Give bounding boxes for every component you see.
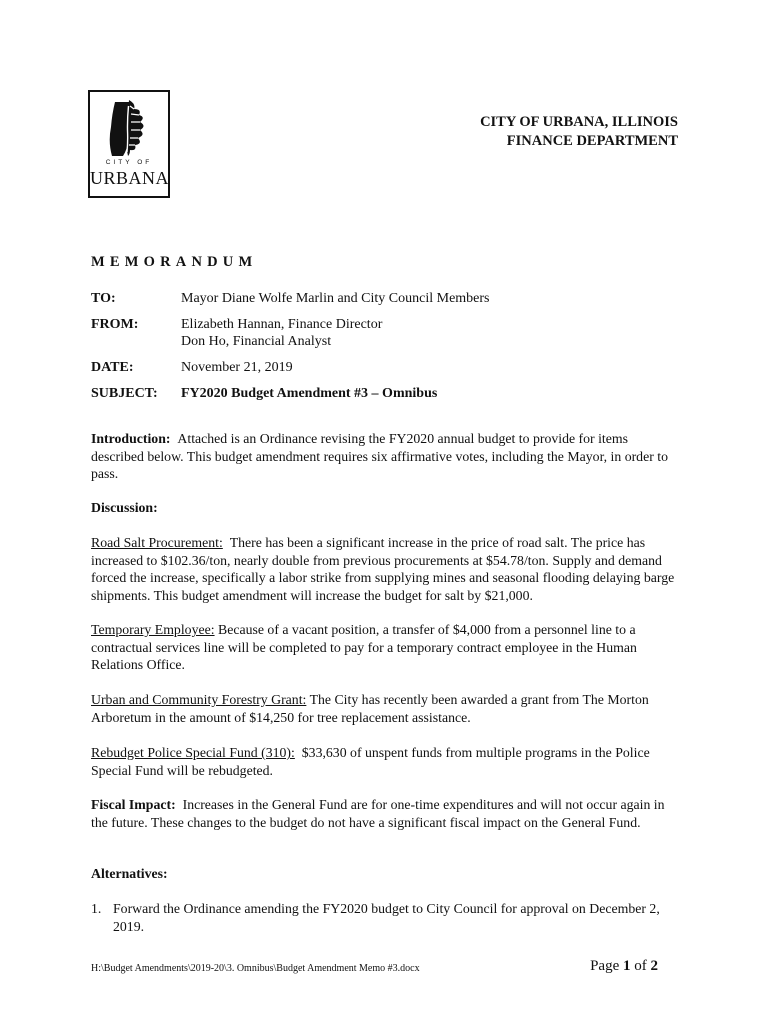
org-line-1: CITY OF URBANA, ILLINOIS bbox=[480, 114, 678, 130]
discussion-heading-block bbox=[91, 499, 681, 517]
item-forestry-grant bbox=[91, 691, 681, 726]
memo-title: MEMORANDUM bbox=[91, 254, 258, 270]
alternatives-heading-block bbox=[91, 865, 681, 883]
alternatives-heading: Alternatives: bbox=[91, 866, 168, 881]
fiscal-impact-heading: Fiscal Impact: bbox=[91, 797, 176, 812]
item-heading: Rebudget Police Special Fund (310): bbox=[91, 745, 295, 760]
item-heading: Road Salt Procurement: bbox=[91, 535, 223, 550]
page-number bbox=[590, 958, 658, 975]
page-of: of bbox=[634, 958, 647, 974]
page-total: 2 bbox=[650, 958, 658, 974]
item-text: $33,630 of unspent funds from multiple programs in the Police Special Fund will be rebudgeted. bbox=[91, 745, 650, 778]
subject-label: SUBJECT: bbox=[91, 386, 158, 401]
item-road-salt bbox=[91, 534, 681, 604]
item-police-special-fund bbox=[91, 744, 681, 779]
logo-big-text: URBANA bbox=[90, 168, 170, 188]
from-label: FROM: bbox=[91, 317, 139, 332]
introduction-paragraph bbox=[91, 430, 681, 483]
footer-file-path: H:\Budget Amendments\2019-20\3. Omnibus\Budget Amendment Memo #3.docx bbox=[91, 963, 420, 974]
item-text: Because of a vacant position, a transfer of $4,000 from a personnel line to a contractual services line will be completed to pay for a temporary contract employee in the Human Relations Office. bbox=[91, 622, 637, 672]
fiscal-impact-paragraph bbox=[91, 796, 681, 831]
to-value: Mayor Diane Wolfe Marlin and City Council Members bbox=[181, 291, 490, 306]
introduction-heading: Introduction: bbox=[91, 431, 171, 446]
city-logo bbox=[88, 90, 170, 198]
item-heading: Urban and Community Forestry Grant: bbox=[91, 692, 307, 707]
department-header bbox=[480, 113, 678, 151]
introduction-text: Attached is an Ordinance revising the FY2020 annual budget to provide for items described below. This budget amendment requires six affirmative votes, including the Mayor, in order to pass. bbox=[91, 431, 668, 481]
item-temporary-employee bbox=[91, 621, 681, 674]
from-value-2: Don Ho, Financial Analyst bbox=[181, 334, 332, 349]
discussion-heading: Discussion: bbox=[91, 500, 158, 515]
page-word: Page bbox=[590, 958, 620, 974]
page-current: 1 bbox=[623, 958, 631, 974]
item-text: The City has recently been awarded a grant from The Morton Arboretum in the amount of $14,250 for tree replacement assistance. bbox=[91, 692, 649, 725]
item-heading: Temporary Employee: bbox=[91, 622, 215, 637]
org-line-2: FINANCE DEPARTMENT bbox=[506, 133, 678, 149]
date-label: DATE: bbox=[91, 360, 134, 375]
subject-value: FY2020 Budget Amendment #3 – Omnibus bbox=[181, 386, 438, 401]
to-label: TO: bbox=[91, 291, 116, 306]
date-value: November 21, 2019 bbox=[181, 360, 293, 375]
fiscal-impact-text: Increases in the General Fund are for one-time expenditures and will not occur again in the future. These changes to the budget do not have a significant fiscal impact on the General Fund. bbox=[91, 797, 665, 830]
logo-small-text: CITY OF bbox=[105, 159, 153, 166]
list-item-text: Forward the Ordinance amending the FY2020 budget to City Council for approval on December 2, 2019. bbox=[113, 901, 660, 934]
list-item-number: 1. bbox=[91, 901, 102, 916]
from-value-1: Elizabeth Hannan, Finance Director bbox=[181, 317, 383, 332]
item-text: There has been a significant increase in the price of road salt. The price has increased to $102.36/ton, nearly double from previous procurements at $54.78/ton. Supply and demand forced the increase, specifically a labor strike from supplying mines and seasonal flooding delaying barge shipments. This budget amendment will increase the budget for salt by $21,000. bbox=[91, 535, 675, 603]
